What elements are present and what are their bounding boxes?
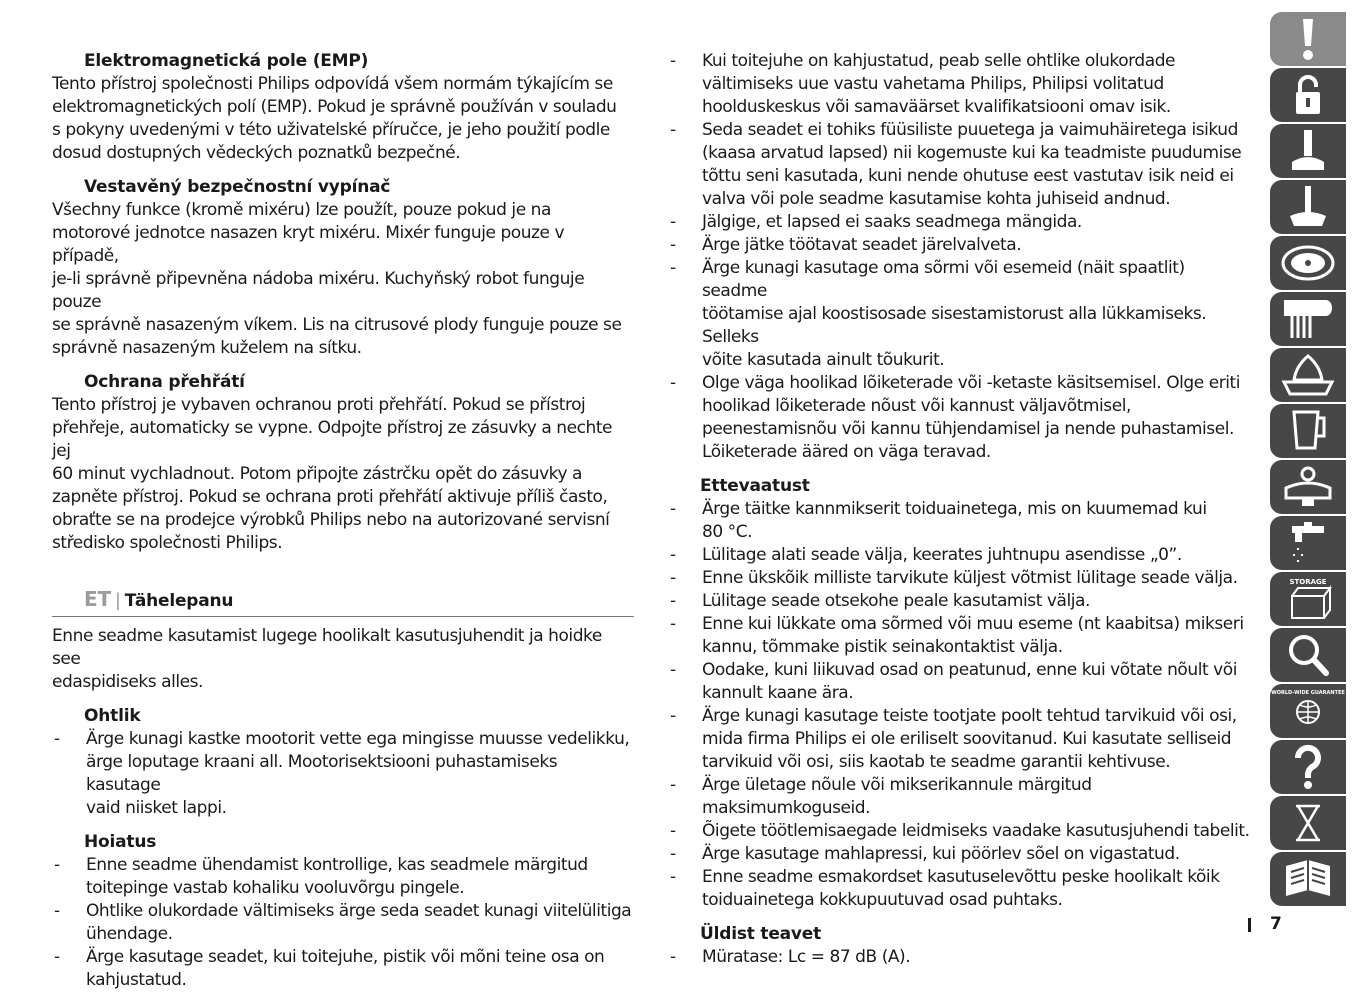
list-line: Jälgige, et lapsed ei saaks seadmega mängida.: [702, 212, 1082, 232]
list-item: [668, 843, 1252, 866]
list-line: kannult kaane ära.: [702, 683, 854, 703]
list-item: [668, 234, 1252, 257]
list-dash: -: [670, 235, 676, 255]
tab-food-processor[interactable]: [1270, 180, 1346, 234]
list-item: [668, 866, 1252, 912]
magnifier-icon: [1286, 632, 1330, 678]
list-item: [52, 728, 634, 820]
list-line: vaid niisket lappi.: [86, 798, 227, 818]
list-line: Oodake, kuni liikuvad osad on peatunud, enne kui võtate nõult või: [702, 660, 1237, 680]
left-column: [52, 50, 634, 1003]
list-line: Ärge kasutage mahlapressi, kui pöörlev sõel on vigastatud.: [702, 844, 1180, 864]
list-line: Ärge kasutage seadet, kui toitejuhe, pistik või mõni teine osa on: [86, 947, 605, 967]
list-item: [668, 498, 1252, 544]
list-dash: -: [670, 373, 676, 393]
list-dash: -: [670, 867, 676, 887]
warning-section: [52, 831, 634, 992]
list-line: Õigete töötlemisaegade leidmiseks vaadake kasutusjuhendi tabelit.: [702, 821, 1250, 841]
faucet-cleaning-icon: [1286, 520, 1330, 566]
list-dash: -: [54, 729, 60, 749]
tab-blender-jar[interactable]: [1270, 404, 1346, 458]
list-dash: -: [670, 258, 676, 278]
language-code: ET: [84, 587, 111, 611]
warning-continued-list: [668, 50, 1252, 464]
list-line: tõttu seni kasutada, kuni nende ohutuse eest vastutav isik neid ei: [702, 166, 1234, 186]
list-dash: -: [54, 855, 60, 875]
list-line: Enne kui lükkate oma sõrmed või muu eseme (nt kaabitsa) mikseri: [702, 614, 1244, 634]
exclamation-icon: [1288, 16, 1328, 62]
list-item: [668, 705, 1252, 774]
list-dash: -: [670, 212, 676, 232]
guarantee-label: WORLD-WIDE GUARANTEE: [1271, 690, 1345, 696]
list-item: [668, 774, 1252, 820]
food-processor-blade-icon: [1286, 184, 1330, 230]
storage-box-icon: [1280, 574, 1336, 624]
overheat-line: přehřeje, automaticky se vypne. Odpojte přístroj ze zásuvky a nechte jej: [52, 418, 613, 461]
slicing-disc-icon: [1280, 240, 1336, 286]
right-column: [668, 50, 1252, 980]
overheat-heading: Ochrana přehřátí: [84, 372, 245, 392]
list-line: Enne ükskõik milliste tarvikute küljest võtmist lülitage seade välja.: [702, 568, 1238, 588]
list-line: ärge loputage kraani all. Mootorisektsiooni puhastamiseks kasutage: [86, 752, 558, 795]
list-item: [52, 854, 634, 900]
list-dash: -: [670, 775, 676, 795]
tab-cleaning[interactable]: [1270, 516, 1346, 570]
overheat-line: Tento přístroj je vybaven ochranou proti přehřátí. Pokud se přístroj: [52, 395, 586, 415]
list-item: [52, 900, 634, 946]
overheat-line: zapněte přístroj. Pokud se ochrana proti přehřátí aktivuje příliš často,: [52, 487, 608, 507]
list-line: valva või pole seadme kasutamise kohta juhiseid andnud.: [702, 189, 1171, 209]
emp-line: elektromagnetických polí (EMP). Pokud je správně používán v souladu: [52, 97, 617, 117]
list-line: Enne seadme ühendamist kontrollige, kas seadmele märgitud: [86, 855, 588, 875]
safety-switch-heading: Vestavěný bezpečnostní vypínač: [84, 177, 391, 197]
list-dash: -: [670, 591, 676, 611]
general-info-heading: Üldist teavet: [700, 924, 822, 944]
list-line: (kaasa arvatud lapsed) nii kogemuste kui ka teadmiste puudumise: [702, 143, 1242, 163]
citrus-press-icon: [1280, 352, 1336, 398]
list-line: võite kasutada ainult tõukurit.: [702, 350, 945, 370]
question-mark-icon: [1288, 744, 1328, 790]
list-dash: -: [54, 901, 60, 921]
section-tab-sidebar: [1270, 12, 1354, 912]
section-title: Tähelepanu: [124, 591, 234, 611]
list-dash: -: [670, 614, 676, 634]
list-dash: -: [670, 844, 676, 864]
tab-safety[interactable]: [1270, 68, 1346, 122]
page-number-marker: [1248, 918, 1251, 932]
overheat-line: obraťte se na prodejce výrobků Philips nebo na autorizované servisní: [52, 510, 610, 530]
list-item: [668, 211, 1252, 234]
overheat-section: [52, 371, 634, 555]
unlocked-padlock-icon: [1288, 72, 1328, 118]
tab-recipes[interactable]: [1270, 852, 1346, 906]
caution-heading: Ettevaatust: [700, 476, 810, 496]
tab-blender[interactable]: [1270, 124, 1346, 178]
list-line: Ohtlike olukordade vältimiseks ärge seda seadet kunagi viitelülitiga: [86, 901, 632, 921]
list-line: hoolikad lõiketerade nõust või kannust väljavõtmisel,: [702, 396, 1131, 416]
caution-section: [668, 475, 1252, 912]
safety-switch-line: Všechny funkce (kromě mixéru) lze použít, pouze pokud je na: [52, 200, 551, 220]
list-item: [668, 659, 1252, 705]
list-line: Müratase: Lc = 87 dB (A).: [702, 947, 911, 967]
intro-paragraph: [52, 625, 634, 694]
general-info-section: [668, 923, 1252, 969]
list-dash: -: [670, 947, 676, 967]
tab-important[interactable]: [1270, 12, 1346, 66]
book-icon: [1282, 856, 1334, 902]
list-item: [668, 590, 1252, 613]
list-item: [668, 544, 1252, 567]
list-line: Ärge kunagi kastke mootorit vette ega mingisse muusse vedelikku,: [86, 729, 630, 749]
list-dash: -: [670, 706, 676, 726]
overheat-line: 60 minut vychladnout. Potom připojte zástrčku opět do zásuvky a: [52, 464, 583, 484]
list-item: [668, 820, 1252, 843]
list-line: ühendage.: [86, 924, 173, 944]
tab-juicer[interactable]: [1270, 460, 1346, 514]
list-item: [668, 257, 1252, 372]
safety-switch-line: motorové jednotce nasazen kryt mixéru. Mixér funguje pouze v případě,: [52, 223, 565, 266]
list-line: Ärge ületage nõule või mikserikannule märgitud maksimumkoguseid.: [702, 775, 1092, 818]
list-line: Lülitage seade otsekohe peale kasutamist välja.: [702, 591, 1090, 611]
list-line: Ärge jätke töötavat seadet järelvalveta.: [702, 235, 1022, 255]
tab-faq[interactable]: [1270, 740, 1346, 794]
emp-heading: Elektromagnetická pole (EMP): [84, 51, 369, 71]
list-item: [52, 946, 634, 992]
list-line: töötamise ajal koostisosade sisestamistorust alla lükkamiseks. Selleks: [702, 304, 1207, 347]
emp-line: dosud dostupných vědeckých poznatků bezpečné.: [52, 143, 461, 163]
emp-line: Tento přístroj společnosti Philips odpovídá všem normám týkajícím se: [52, 74, 613, 94]
list-line: Olge väga hoolikad lõiketerade või -ketaste käsitsemisel. Olge eriti: [702, 373, 1241, 393]
tab-troubleshooting[interactable]: [1270, 628, 1346, 682]
list-line: mida firma Philips ei ole eriliselt soovitanud. Kui kasutate selliseid: [702, 729, 1232, 749]
list-line: hoolduskeskus või samaväärset kvalifikatsiooni omav isik.: [702, 97, 1171, 117]
list-dash: -: [670, 821, 676, 841]
safety-switch-line: správně nasazeným kuželem na sítku.: [52, 338, 362, 358]
list-line: Lülitage alati seade välja, keerates juhtnupu asendisse „0”.: [702, 545, 1182, 565]
list-line: peenestamisnõu või kannu tühjendamisel ja nende puhastamisel.: [702, 419, 1234, 439]
emp-section: [52, 50, 634, 165]
hourglass-icon: [1288, 800, 1328, 846]
list-item: [668, 119, 1252, 211]
list-dash: -: [670, 568, 676, 588]
list-dash: -: [670, 545, 676, 565]
list-dash: -: [670, 660, 676, 680]
list-line: Kui toitejuhe on kahjustatud, peab selle ohtlike olukordade: [702, 51, 1176, 71]
list-line: 80 °C.: [702, 522, 753, 542]
warning-heading: Hoiatus: [84, 832, 157, 852]
heading-separator: |: [114, 590, 121, 611]
intro-line: Enne seadme kasutamist lugege hoolikalt kasutusjuhendit ja hoidke see: [52, 626, 602, 669]
list-line: Ärge kunagi kasutage oma sõrmi või esemeid (näit spaatlit) seadme: [702, 258, 1185, 301]
list-item: [668, 372, 1252, 464]
list-line: toiduainetega kokkupuutuvad osad puhtaks.: [702, 890, 1063, 910]
list-line: vältimiseks uue vastu vahetama Philips, Philipsi volitatud: [702, 74, 1164, 94]
list-item: [668, 946, 1252, 969]
page-number: 7: [1270, 914, 1282, 934]
list-line: Ärge kunagi kasutage teiste tootjate poolt tehtud tarvikuid või osi,: [702, 706, 1237, 726]
list-line: tarvikuid või osi, siis kaotab te seadme garantii kehtivuse.: [702, 752, 1171, 772]
list-line: Ärge täitke kannmikserit toiduainetega, mis on kuumemad kui: [702, 499, 1207, 519]
language-section-heading: [52, 588, 634, 617]
overheat-line: středisko společnosti Philips.: [52, 533, 283, 553]
danger-section: [52, 705, 634, 820]
list-item: [668, 613, 1252, 659]
list-item: [668, 567, 1252, 590]
tab-environment[interactable]: [1270, 796, 1346, 850]
safety-switch-line: je-li správně připevněna nádoba mixéru. Kuchyňský robot funguje pouze: [52, 269, 585, 312]
tab-mixer[interactable]: [1270, 292, 1346, 346]
list-dash: -: [670, 499, 676, 519]
tab-citrus-press[interactable]: [1270, 348, 1346, 402]
mixer-whisk-icon: [1280, 296, 1336, 342]
tab-storage[interactable]: [1270, 572, 1346, 626]
list-line: kahjustatud.: [86, 970, 187, 990]
blender-jar-icon: [1286, 408, 1330, 454]
danger-heading: Ohtlik: [84, 706, 141, 726]
tab-slicing-disc[interactable]: [1270, 236, 1346, 290]
list-item: [668, 50, 1252, 119]
list-line: Seda seadet ei tohiks füüsiliste puuetega ja vaimuhäiretega isikud: [702, 120, 1238, 140]
emp-line: s pokyny uvedenými v této uživatelské příručce, je jeho použití podle: [52, 120, 610, 140]
list-dash: -: [670, 51, 676, 71]
tab-guarantee[interactable]: [1270, 684, 1346, 738]
blender-icon: [1286, 128, 1330, 174]
juicer-icon: [1280, 464, 1336, 510]
list-line: Enne seadme esmakordset kasutuselevõttu peske hoolikalt kõik: [702, 867, 1220, 887]
worldwide-guarantee-icon: [1271, 686, 1345, 736]
safety-switch-line: se správně nasazeným víkem. Lis na citrusové plody funguje pouze se: [52, 315, 622, 335]
storage-label: STORAGE: [1289, 578, 1327, 586]
list-line: toitepinge vastab kohaliku vooluvõrgu pingele.: [86, 878, 465, 898]
list-line: Lõiketerade ääred on väga teravad.: [702, 442, 991, 462]
safety-switch-section: [52, 176, 634, 360]
list-dash: -: [670, 120, 676, 140]
intro-line: edaspidiseks alles.: [52, 672, 204, 692]
list-dash: -: [54, 947, 60, 967]
list-line: kannu, tõmmake pistik seinakontaktist välja.: [702, 637, 1063, 657]
